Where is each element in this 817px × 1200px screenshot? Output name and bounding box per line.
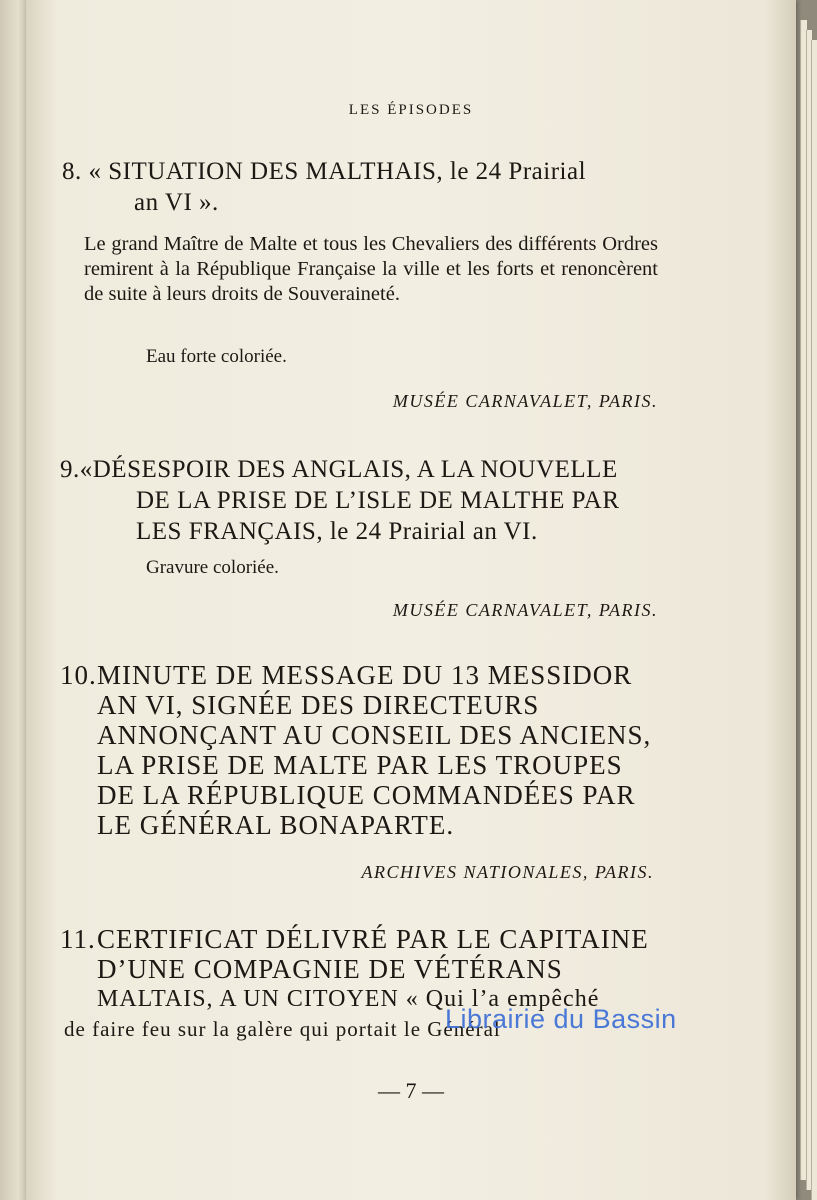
entry-8-body: Le grand Maître de Malte et tous les Chevaliers des différents Ordres remirent à la République Française la ville et les forts et renoncèrent de suite à leurs droits de Souveraineté. [84, 233, 658, 305]
entry-title-line: LA PRISE DE MALTE PAR LES TROUPES [97, 750, 623, 780]
watermark: Librairie du Bassin [445, 1004, 677, 1034]
entry-title-line: MINUTE DE MESSAGE DU 13 MESSIDOR [97, 660, 633, 690]
entry-number: 9. [60, 456, 80, 483]
entry-title-line: MALTAIS, A UN CITOYEN « Qui l’a empêché [97, 986, 600, 1012]
entry-title-line: D’UNE COMPAGNIE DE VÉTÉRANS [97, 954, 563, 984]
entry-title-line: LE GÉNÉRAL BONAPARTE. [97, 810, 455, 840]
book-page [26, 0, 796, 1200]
page-number: — 7 — [378, 1078, 444, 1103]
entry-8-credit: MUSÉE CARNAVALET, PARIS. [392, 391, 658, 411]
entry-8-technique: Eau forte coloriée. [146, 346, 287, 367]
entry-title-line: DE LA PRISE DE L’ISLE DE MALTHE PAR [136, 487, 620, 514]
entry-number: 11. [60, 924, 96, 954]
entry-title-line: AN VI, SIGNÉE DES DIRECTEURS [97, 690, 540, 720]
entry-9-technique: Gravure coloriée. [146, 557, 279, 578]
entry-10-credit: ARCHIVES NATIONALES, PARIS. [361, 862, 654, 882]
entry-title-line: DE LA RÉPUBLIQUE COMMANDÉES PAR [97, 780, 636, 810]
entry-8-title [62, 156, 662, 218]
entry-title-line: « SITUATION DES MALTHAIS, le 24 Prairial [88, 158, 587, 185]
running-head: LES ÉPISODES [348, 102, 474, 118]
entry-number: 10. [60, 660, 97, 690]
entry-number: 8. [62, 158, 82, 185]
entry-10-title [60, 660, 660, 840]
entry-title-line: LES FRANÇAIS, le 24 Prairial an VI. [136, 518, 538, 545]
entry-9-title [60, 454, 680, 547]
entry-title-line: CERTIFICAT DÉLIVRÉ PAR LE CAPITAINE [97, 924, 649, 954]
page-edge [811, 40, 817, 1200]
entry-title-line: ANNONÇANT AU CONSEIL DES ANCIENS, [97, 720, 652, 750]
entry-title-line: «DÉSESPOIR DES ANGLAIS, A LA NOUVELLE [79, 456, 618, 483]
entry-title-line: an VI ». [134, 189, 219, 216]
entry-title-line: de faire feu sur la galère qui portait le Général [64, 1017, 501, 1041]
entry-9-credit: MUSÉE CARNAVALET, PARIS. [392, 600, 658, 620]
